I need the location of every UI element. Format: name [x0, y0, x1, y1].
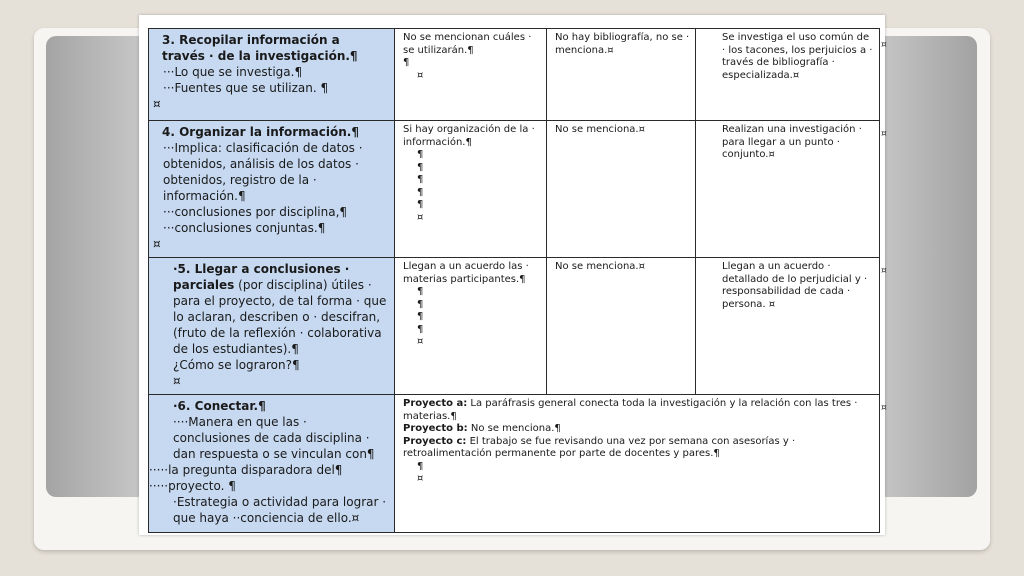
evaluation-cell	[696, 258, 880, 395]
criterion-line: ···Implica: clasificación de datos · obtenidos, análisis de los datos · obtenidos, registro de la · información.¶	[163, 141, 363, 203]
table-row	[149, 395, 880, 533]
criterion-line: ···Lo que se investiga.¶	[163, 65, 303, 79]
paragraph-mark: ¶	[403, 57, 410, 68]
cell-end-mark: ¤	[417, 211, 424, 223]
project-a-line	[399, 398, 875, 423]
criterion-cell	[149, 121, 395, 258]
criterion-title: 3. Recopilar información a través · de la investigación.¶	[162, 33, 358, 63]
evaluation-cell	[547, 121, 696, 258]
criterion-cell	[149, 258, 395, 395]
cell-text: Realizan una investigación · para llegar a un punto · conjunto.¤	[722, 124, 862, 160]
project-c-line	[399, 436, 875, 461]
criterion-cell	[149, 395, 395, 533]
criterion-line: ·····proyecto. ¶	[149, 479, 236, 493]
project-c-label: Proyecto c:	[403, 435, 467, 447]
evaluation-cell	[395, 121, 547, 258]
table-row	[149, 121, 880, 258]
paragraph-mark: ¶	[417, 174, 424, 185]
criterion-title: ·6. Conectar.¶	[173, 399, 266, 413]
cell-text: No se menciona.¤	[555, 124, 645, 135]
criterion-line: ····Manera en que las · conclusiones de cada disciplina · dan respuesta o se vinculan con¶	[173, 415, 375, 461]
table-row	[149, 29, 880, 121]
row-end-mark: ¤	[881, 403, 887, 413]
project-b-text: No se menciona.¶	[467, 423, 561, 434]
project-b-line	[399, 423, 875, 436]
row-end-mark: ¤	[881, 266, 887, 276]
project-a-text: La paráfrasis general conecta toda la investigación y la relación con las tres · materias.¶	[403, 398, 858, 422]
cell-text: Llegan a un acuerdo · detallado de lo perjudicial y · responsabilidad de cada · persona. ¤	[722, 261, 868, 310]
cell-end-mark: ¤	[417, 69, 424, 81]
cell-text: No se mencionan cuáles · se utilizarán.¶	[403, 32, 532, 56]
cell-text: Llegan a un acuerdo las · materias participantes.¶	[403, 261, 529, 285]
cell-text: No hay bibliografía, no se · menciona.¤	[555, 32, 690, 56]
paragraph-mark: ¶	[417, 199, 424, 210]
project-b-label: Proyecto b:	[403, 423, 468, 434]
cell-end-mark: ¤	[173, 374, 181, 388]
evaluation-cell	[547, 258, 696, 395]
paragraph-mark: ¶	[417, 311, 424, 322]
cell-end-mark: ¤	[153, 237, 161, 251]
paragraph-mark: ¶	[417, 186, 424, 198]
criterion-line: ···conclusiones por disciplina,¶	[163, 205, 348, 219]
evaluation-cell	[395, 29, 547, 121]
cell-end-mark: ¤	[417, 336, 424, 347]
paragraph-mark: ¶	[417, 298, 424, 310]
cell-text: Si hay organización de la · información.¶	[403, 124, 535, 148]
criterion-cell	[149, 29, 395, 121]
paragraph-mark: ¶	[417, 323, 424, 335]
criterion-line: ·····la pregunta disparadora del¶	[149, 463, 343, 477]
criterion-title: ·5. Llegar a conclusiones · parciales	[173, 262, 350, 292]
criterion-line: ···conclusiones conjuntas.¶	[163, 221, 326, 235]
paragraph-mark: ¶	[417, 286, 424, 297]
merged-evaluation-cell	[395, 395, 880, 533]
rubric-table	[148, 28, 880, 533]
paragraph-mark: ¶	[417, 161, 424, 173]
paragraph-mark: ¶	[417, 460, 424, 472]
evaluation-cell	[395, 258, 547, 395]
cell-text: No se menciona.¤	[555, 261, 645, 272]
project-a-label: Proyecto a:	[403, 398, 468, 409]
criterion-line: ···Fuentes que se utilizan. ¶	[163, 81, 329, 95]
evaluation-cell	[696, 121, 880, 258]
row-end-mark: ¤	[881, 129, 887, 139]
cell-end-mark: ¤	[417, 473, 424, 484]
project-c-text: El trabajo se fue revisando una vez por semana con asesorías y · retroalimentación permanente por parte de docentes y pares.¶	[403, 435, 796, 459]
table-row	[149, 258, 880, 395]
criterion-text: (por disciplina) útiles · para el proyecto, de tal forma · que lo aclaran, describen o · descifran, (fruto de la reflexión · colaborativa de los estudiantes).¶	[173, 278, 387, 356]
paragraph-mark: ¶	[417, 149, 424, 160]
evaluation-cell	[696, 29, 880, 121]
row-end-mark: ¤	[881, 40, 887, 50]
evaluation-cell	[547, 29, 696, 121]
criterion-line: ·Estrategia o actividad para lograr · que haya ··conciencia de ello.¤	[173, 495, 387, 525]
cell-end-mark: ¤	[153, 97, 161, 111]
criterion-title: 4. Organizar la información.¶	[162, 125, 359, 139]
cell-text: Se investiga el uso común de · los tacones, los perjuicios a · través de bibliografía · especializada.¤	[722, 32, 873, 81]
criterion-line: ¿Cómo se lograron?¶	[173, 358, 300, 372]
